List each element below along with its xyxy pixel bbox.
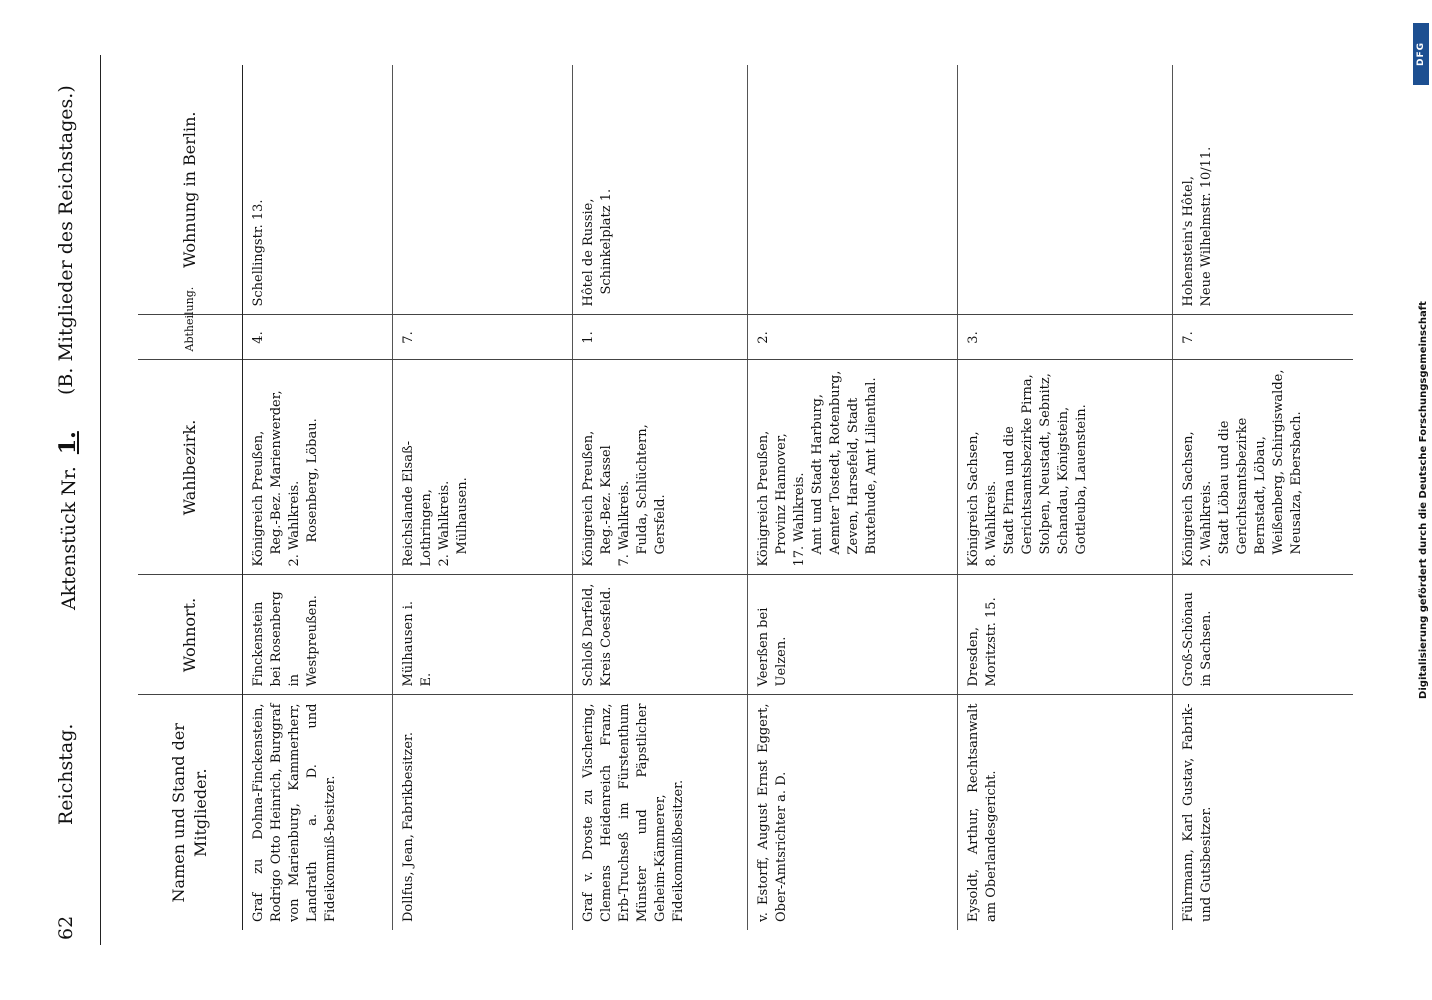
- member-abtheilung: 4.: [243, 315, 393, 360]
- member-name: Führmann, Karl Gustav, Fabrik- und Gutsbesitzer.: [1173, 695, 1353, 930]
- berlin-address-line: Schellingstr. 13.: [251, 199, 266, 307]
- member-berlin-address: [393, 65, 573, 315]
- wahlbezirk-line: Stadt Löbau und die Gerichtsamtsbezirke Bernstadt, Löbau, Weißenberg, Schirgiswalde, Neusalza, Ebersbach.: [1216, 369, 1304, 555]
- header-left-title: Reichstag.: [55, 723, 77, 825]
- header-right-title: (B. Mitglieder des Reichstages.): [55, 85, 77, 395]
- member-wahlbezirk: [958, 360, 1173, 575]
- table-row: [243, 65, 393, 930]
- member-wahlbezirk: [573, 360, 748, 575]
- table-row: [573, 65, 748, 930]
- wahlbezirk-line: 8. Wahlkreis.: [983, 480, 999, 567]
- berlin-address-line: Schinkelplatz 1.: [598, 188, 614, 295]
- member-abtheilung: 2.: [748, 315, 958, 360]
- wahlbezirk-line: Reg.-Bez. Kassel: [598, 445, 614, 555]
- member-abtheilung: 7.: [393, 315, 573, 360]
- member-name: Graf zu Dohna-Finckenstein, Rodrigo Otto Heinrich, Burggraf von Marienburg, Kammerherr, Landrath a. D. und Fideikommiß-besitzer.: [251, 703, 338, 922]
- page-header: [55, 60, 95, 940]
- wahlbezirk-line: Königreich Sachsen,: [966, 431, 981, 567]
- member-name: Graf v. Droste zu Vischering, Clemens Heidenreich Franz, Erb-Truchseß im Fürstenthum Münster und Päpstlicher Geheim-Kämmerer, Fideikommißbesitzer.: [573, 695, 748, 930]
- wahlbezirk-line: Provinz Hannover,: [773, 433, 789, 555]
- member-wohnort: Mülhausen i. E.: [393, 575, 573, 695]
- header-document-label: Aktenstück Nr.: [58, 466, 80, 610]
- wahlbezirk-line: 2. Wahlkreis.: [286, 480, 302, 567]
- member-berlin-address: [1173, 65, 1353, 315]
- member-wohnort: Schloß Darfeld, Kreis Coesfeld.: [573, 575, 748, 695]
- column-header-abtheilung: Abtheilung.: [138, 315, 243, 360]
- wahlbezirk-line: Reichslande Elsaß-Lothringen,: [401, 440, 434, 567]
- member-berlin-address: [958, 65, 1173, 315]
- column-header-wahlbezirk: Wahlbezirk.: [138, 360, 243, 575]
- digitization-note: Digitalisierung gefördert durch die Deutsche Forschungsgemeinschaft: [1418, 301, 1429, 699]
- berlin-address-line: Neue Wilhelmstr. 10/11.: [1198, 146, 1214, 307]
- table-row: [958, 65, 1173, 930]
- member-name: v. Estorff, August Ernst Eggert, Ober-Amtsrichter a. D.: [748, 695, 958, 930]
- header-document-number: 1.: [55, 431, 81, 455]
- wahlbezirk-line: 17. Wahlkreis.: [791, 472, 807, 567]
- wahlbezirk-line: Königreich Sachsen,: [1181, 431, 1196, 567]
- member-wohnort: Finckenstein bei Rosenberg in Westpreußen.: [243, 575, 393, 695]
- table-row: [1173, 65, 1353, 930]
- dfg-logo: DFG: [1413, 23, 1429, 85]
- header-rule: [100, 55, 101, 945]
- member-berlin-address: [748, 65, 958, 315]
- table-row: [393, 65, 573, 930]
- member-name: Dollfus, Jean, Fabrikbesitzer.: [393, 695, 573, 930]
- berlin-address-line: Hohenstein's Hôtel,: [1181, 176, 1196, 307]
- member-wahlbezirk: [393, 360, 573, 575]
- table-row: [748, 65, 958, 930]
- column-header-name: Namen und Stand der Mitglieder.: [138, 695, 243, 930]
- wahlbezirk-line: Fulda, Schlüchtern, Gersfeld.: [634, 424, 668, 555]
- page-number: 62: [55, 915, 77, 940]
- wahlbezirk-line: Rosenberg, Löbau.: [304, 418, 320, 543]
- member-abtheilung: 1.: [573, 315, 748, 360]
- berlin-address-line: Hôtel de Russie,: [581, 198, 596, 307]
- member-wohnort: Veerßen bei Uelzen.: [748, 575, 958, 695]
- column-header-berlin: Wohnung in Berlin.: [138, 65, 243, 315]
- members-table: [138, 65, 1353, 930]
- wahlbezirk-line: Königreich Preußen,: [756, 430, 771, 567]
- wahlbezirk-line: 2. Wahlkreis.: [1198, 480, 1214, 567]
- wahlbezirk-line: Königreich Preußen,: [581, 430, 596, 567]
- wahlbezirk-line: Stadt Pirna und die Gerichtsamtsbezirke Pirna, Stolpen, Neustadt, Sebnitz, Schandau, Königstein, Gottleuba, Lauenstein.: [1001, 373, 1089, 555]
- member-wahlbezirk: [748, 360, 958, 575]
- wahlbezirk-line: Mülhausen.: [454, 477, 470, 555]
- wahlbezirk-line: Reg.-Bez. Marienwerder,: [268, 390, 284, 555]
- member-abtheilung: 3.: [958, 315, 1173, 360]
- wahlbezirk-line: 7. Wahlkreis.: [616, 480, 632, 567]
- wahlbezirk-line: 2. Wahlkreis.: [436, 480, 452, 567]
- member-wahlbezirk: [243, 360, 393, 575]
- member-wahlbezirk: [1173, 360, 1353, 575]
- member-berlin-address: [243, 65, 393, 315]
- member-wohnort: Dresden, Moritzstr. 15.: [958, 575, 1173, 695]
- table-header-row: [138, 65, 243, 930]
- column-header-wohnort: Wohnort.: [138, 575, 243, 695]
- member-berlin-address: [573, 65, 748, 315]
- header-center-title: [55, 431, 81, 610]
- wahlbezirk-line: Amt und Stadt Harburg, Aemter Tostedt, Rotenburg, Zeven, Harsefeld, Stadt Buxtehude, Amt Lilienthal.: [809, 370, 879, 555]
- member-abtheilung: 7.: [1173, 315, 1353, 360]
- member-name: Eysoldt, Arthur, Rechtsanwalt am Oberlandesgericht.: [958, 695, 1173, 930]
- wahlbezirk-line: Königreich Preußen,: [251, 430, 266, 567]
- member-wohnort: Groß-Schönau in Sachsen.: [1173, 575, 1353, 695]
